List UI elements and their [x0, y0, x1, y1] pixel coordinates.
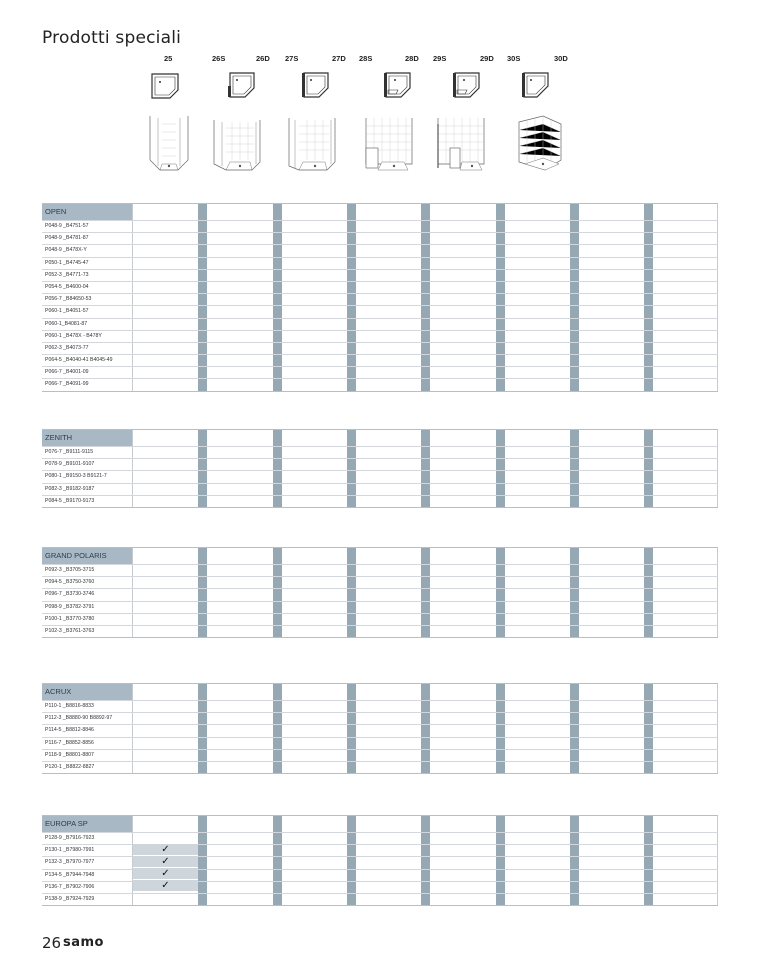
table-row: [42, 269, 718, 281]
shower-plan-26-diagram: [227, 70, 257, 100]
table-row: [42, 749, 718, 761]
section-header: [42, 683, 718, 700]
table-row: [42, 724, 718, 736]
section-title: GRAND POLARIS: [42, 548, 132, 564]
table-row: [42, 470, 718, 482]
table-row: [42, 244, 718, 256]
row-label: P096-7 _B3730-3746: [45, 591, 95, 598]
row-label: P118-9 _B8801-8807: [45, 751, 94, 758]
table-row: [42, 588, 718, 600]
check-mark-cell: ✓: [133, 880, 198, 891]
table-row: [42, 366, 718, 378]
column-header-30s: 30S: [507, 54, 521, 63]
row-label: P136-7 _B7902-7906: [45, 883, 95, 890]
column-header-27d: 27D: [332, 54, 346, 63]
section-europa-sp-table: [42, 815, 718, 906]
section-title: ACRUX: [42, 684, 132, 700]
column-header-27s: 27S: [285, 54, 299, 63]
table-row: [42, 446, 718, 458]
section-title: OPEN: [42, 204, 132, 220]
section-title: EUROPA SP: [42, 816, 132, 832]
row-label: P064-5 _B4040-41 B4045-49: [45, 357, 113, 364]
table-row: [42, 601, 718, 613]
row-label: P054-5 _B4600-04: [45, 283, 89, 290]
row-label: P076-7 _B9111-9115: [45, 449, 94, 455]
column-header-28d: 28D: [405, 54, 419, 63]
shower-render-30-illustration: [515, 114, 565, 172]
row-label: P048-9 _B4781-87: [45, 235, 89, 242]
row-label: P066-7 _B4001-09: [45, 369, 89, 376]
row-label: P102-3 _B3761-3763: [45, 627, 95, 634]
check-mark-cell: ✓: [133, 844, 198, 855]
shower-plan-27-diagram: [301, 70, 331, 100]
shower-plan-29-diagram: [452, 70, 482, 100]
table-row: [42, 257, 718, 269]
row-label: P060-1 _B4051-57: [45, 308, 89, 315]
shower-render-27-illustration: [287, 114, 337, 172]
column-header-26s: 26S: [212, 54, 226, 63]
page-number: 26: [42, 934, 62, 952]
row-label: P128-9 _B7916-7923: [45, 835, 95, 841]
table-row: [42, 342, 718, 354]
row-label: P052-3 _B4771-73: [45, 271, 89, 278]
row-label: P116-7 _B8852-8856: [45, 739, 94, 746]
row-label: P050-1 _B4745-47: [45, 259, 89, 266]
row-label: P110-1 _B8816-8833: [45, 703, 94, 709]
table-row: [42, 458, 718, 470]
column-header-30d: 30D: [554, 54, 568, 63]
section-open-table: [42, 203, 718, 392]
row-label: P080-1 _B9150-3 B9121-7: [45, 473, 107, 480]
row-label: P060-1 _B478X - B478Y: [45, 332, 102, 339]
table-row: [42, 737, 718, 749]
table-row: [42, 576, 718, 588]
section-header: [42, 815, 718, 832]
page-title: Prodotti speciali: [42, 28, 182, 48]
shower-render-26-illustration: [212, 114, 262, 172]
column-header-26d: 26D: [256, 54, 270, 63]
table-row: [42, 330, 718, 342]
row-label: P056-7 _B84650-53: [45, 296, 92, 303]
shower-plan-25-diagram: [150, 70, 180, 100]
table-row: [42, 712, 718, 724]
table-row: [42, 761, 718, 774]
row-label: P048-9 _B4751-57: [45, 223, 89, 229]
table-row: [42, 378, 718, 391]
row-label: P092-3 _B3705-3715: [45, 567, 95, 573]
table-row: [42, 893, 718, 906]
shower-render-25-illustration: [144, 114, 194, 172]
row-label: P138-9 _B7924-7929: [45, 895, 95, 902]
table-row: [42, 293, 718, 305]
row-label: P134-5 _B7944-7948: [45, 871, 95, 878]
column-header-25: 25: [164, 54, 173, 63]
row-label: P114-5 _B8812-8846: [45, 727, 94, 734]
row-label: P132-3 _B7970-7977: [45, 859, 95, 866]
check-mark-cell: ✓: [133, 856, 198, 867]
table-row: [42, 613, 718, 625]
section-zenith-table: [42, 429, 718, 508]
section-acrux-table: [42, 683, 718, 774]
row-label: P082-3 _B9182-9187: [45, 485, 95, 492]
row-label: P100-1 _B3770-3780: [45, 615, 95, 622]
row-label: P120-1 _B8822-8827: [45, 763, 95, 770]
table-row: [42, 354, 718, 366]
column-header-28s: 28S: [359, 54, 373, 63]
section-header: [42, 203, 718, 220]
shower-render-29-illustration: [436, 114, 486, 172]
row-label: P094-5 _B3750-3760: [45, 579, 95, 586]
shower-render-28-illustration: [364, 114, 414, 172]
section-grand-polaris-table: [42, 547, 718, 638]
section-header: [42, 547, 718, 564]
row-label: P060-1_B4081-87: [45, 320, 88, 327]
table-row: [42, 832, 718, 844]
table-row: [42, 625, 718, 638]
check-mark-cell: ✓: [133, 868, 198, 879]
row-label: P062-3 _B4073-77: [45, 344, 89, 351]
section-title: ZENITH: [42, 430, 132, 446]
row-label: P084-5 _B9170-9173: [45, 497, 95, 504]
table-row: [42, 305, 718, 317]
shower-plan-28-diagram: [383, 70, 413, 100]
row-label: P112-3 _B8880-90 B8892-97: [45, 715, 113, 722]
column-header-29d: 29D: [480, 54, 494, 63]
column-header-29s: 29S: [433, 54, 447, 63]
row-label: P066-7 _B4091-99: [45, 381, 89, 388]
row-label: P130-1 _B7980-7991: [45, 847, 95, 854]
table-row: [42, 700, 718, 712]
shower-plan-30-diagram: [521, 70, 551, 100]
table-row: [42, 564, 718, 576]
table-row: [42, 281, 718, 293]
brand-logo: samo: [63, 935, 104, 950]
table-row: [42, 232, 718, 244]
section-header: [42, 429, 718, 446]
table-row: [42, 318, 718, 330]
row-label: P098-9 _B3782-3791: [45, 603, 95, 610]
table-row: [42, 495, 718, 508]
table-row: [42, 220, 718, 232]
row-label: P048-9 _B478X-Y: [45, 247, 87, 254]
row-label: P078-9 _B9101-9107: [45, 461, 95, 468]
table-row: [42, 483, 718, 495]
